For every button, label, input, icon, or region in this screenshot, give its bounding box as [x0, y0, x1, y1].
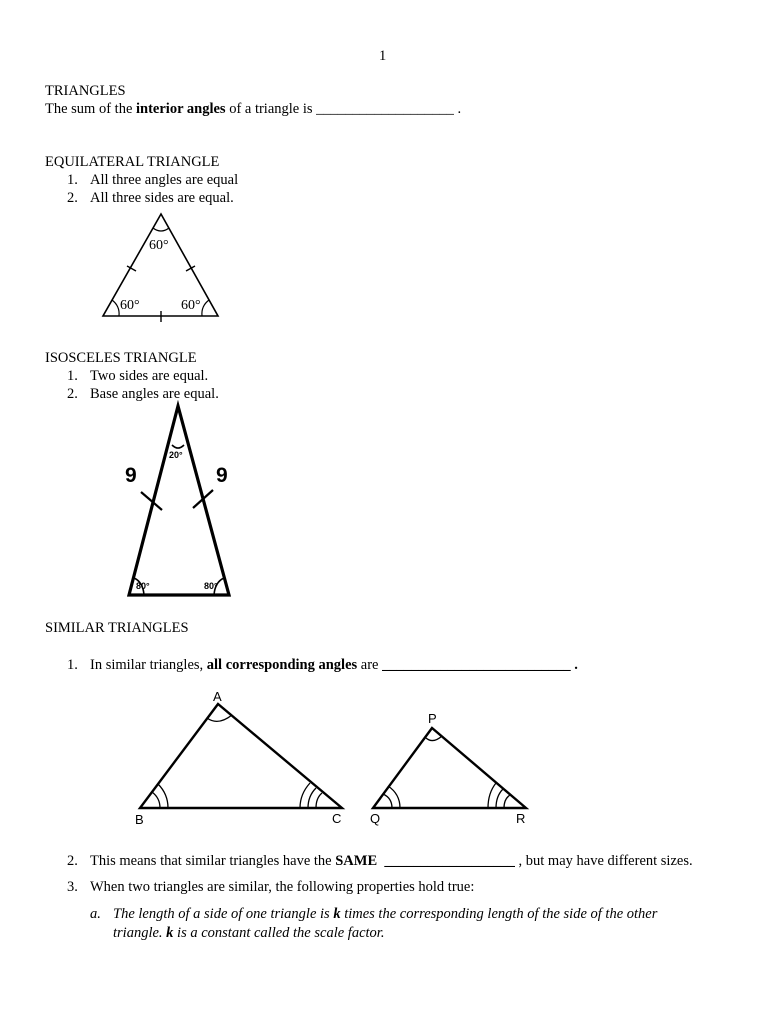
isosceles-triangle-diagram — [115, 400, 245, 605]
angle-q-arc-2 — [388, 786, 400, 808]
angle-r-arc-3 — [488, 783, 496, 808]
equilateral-triangle-diagram — [95, 208, 230, 324]
corresponding-angles-sentence — [90, 656, 578, 674]
angle-c-arc-1 — [316, 793, 322, 808]
section-heading-isosceles: ISOSCELES TRIANGLE — [45, 350, 197, 366]
angle-r-arc-2 — [496, 789, 503, 808]
angle-p-arc — [426, 736, 442, 741]
list-number: 2. — [67, 386, 78, 402]
page-number: 1 — [379, 48, 387, 64]
sentence-blank: of a triangle is ___________________ . — [225, 101, 462, 117]
answer-blank: __________________ — [384, 853, 515, 869]
interior-angles-sentence — [45, 100, 461, 118]
angle-b-arc-1 — [152, 792, 160, 808]
answer-blank: __________________________ — [382, 657, 571, 673]
sentence-text: The sum of the — [45, 101, 137, 117]
sentence-text: is a constant called the scale factor. — [173, 925, 385, 941]
sentence-text: , but may have different sizes. — [514, 853, 693, 869]
corresponding-angles-bold: all corresponding angles — [206, 657, 358, 673]
sub-list-letter: a. — [90, 906, 101, 922]
angle-q-arc-1 — [383, 794, 392, 808]
k-bold: k — [166, 925, 174, 941]
triangle-pqr — [373, 728, 526, 808]
list-item: Two sides are equal. — [90, 368, 209, 384]
vertex-label-c: C — [332, 811, 342, 826]
vertex-label-r: R — [516, 811, 526, 826]
list-item: When two triangles are similar, the following properties hold true: — [90, 879, 475, 895]
right-side-label: 9 — [216, 464, 228, 487]
sentence-text: The length of a side of one triangle is — [113, 906, 334, 922]
right-angle-label: 80° — [204, 581, 218, 591]
top-angle-arc — [153, 228, 169, 231]
left-side-label: 9 — [125, 464, 137, 487]
isosceles-triangle-shape — [129, 406, 229, 595]
left-angle-label: 60° — [120, 298, 140, 313]
list-item: All three sides are equal. — [90, 190, 234, 206]
left-angle-label: 80° — [136, 581, 150, 591]
list-number: 2. — [67, 190, 78, 206]
left-angle-arc — [112, 300, 119, 316]
sentence-text: are — [357, 657, 383, 673]
list-number: 3. — [67, 879, 78, 895]
top-angle-arc — [172, 445, 184, 448]
right-angle-arc — [202, 300, 209, 316]
list-item: All three angles are equal — [90, 172, 239, 188]
right-angle-label: 60° — [181, 298, 201, 313]
same-bold: SAME — [335, 853, 378, 869]
scale-factor-line-1 — [113, 905, 657, 923]
same-sentence — [90, 852, 693, 870]
k-bold: k — [333, 906, 341, 922]
vertex-label-q: Q — [370, 811, 381, 826]
top-angle-label: 60° — [149, 238, 169, 253]
interior-angles-bold: interior angles — [136, 101, 226, 117]
vertex-label-b: B — [135, 812, 144, 827]
similar-triangles-diagram — [130, 688, 540, 828]
sentence-text: times the corresponding length of the side of the other — [340, 906, 658, 922]
top-angle-label: 20° — [169, 450, 183, 460]
section-heading-similar: SIMILAR TRIANGLES — [45, 620, 189, 636]
list-number: 1. — [67, 657, 78, 673]
vertex-label-p: P — [428, 711, 437, 726]
sentence-end: . — [570, 657, 578, 673]
list-number: 1. — [67, 368, 78, 384]
angle-r-arc-1 — [504, 795, 510, 808]
sentence-text: In similar triangles, — [90, 657, 207, 673]
section-heading-equilateral: EQUILATERAL TRIANGLE — [45, 154, 220, 170]
angle-a-arc — [207, 715, 232, 721]
scale-factor-line-2 — [113, 924, 384, 942]
sentence-text: triangle. — [113, 925, 167, 941]
angle-c-arc-2 — [308, 788, 316, 808]
sentence-text: This means that similar triangles have the — [90, 853, 336, 869]
section-heading-triangles: TRIANGLES — [45, 83, 126, 99]
list-number: 1. — [67, 172, 78, 188]
list-number: 2. — [67, 853, 78, 869]
vertex-label-a: A — [213, 689, 222, 704]
list-item: Base angles are equal. — [90, 386, 219, 402]
